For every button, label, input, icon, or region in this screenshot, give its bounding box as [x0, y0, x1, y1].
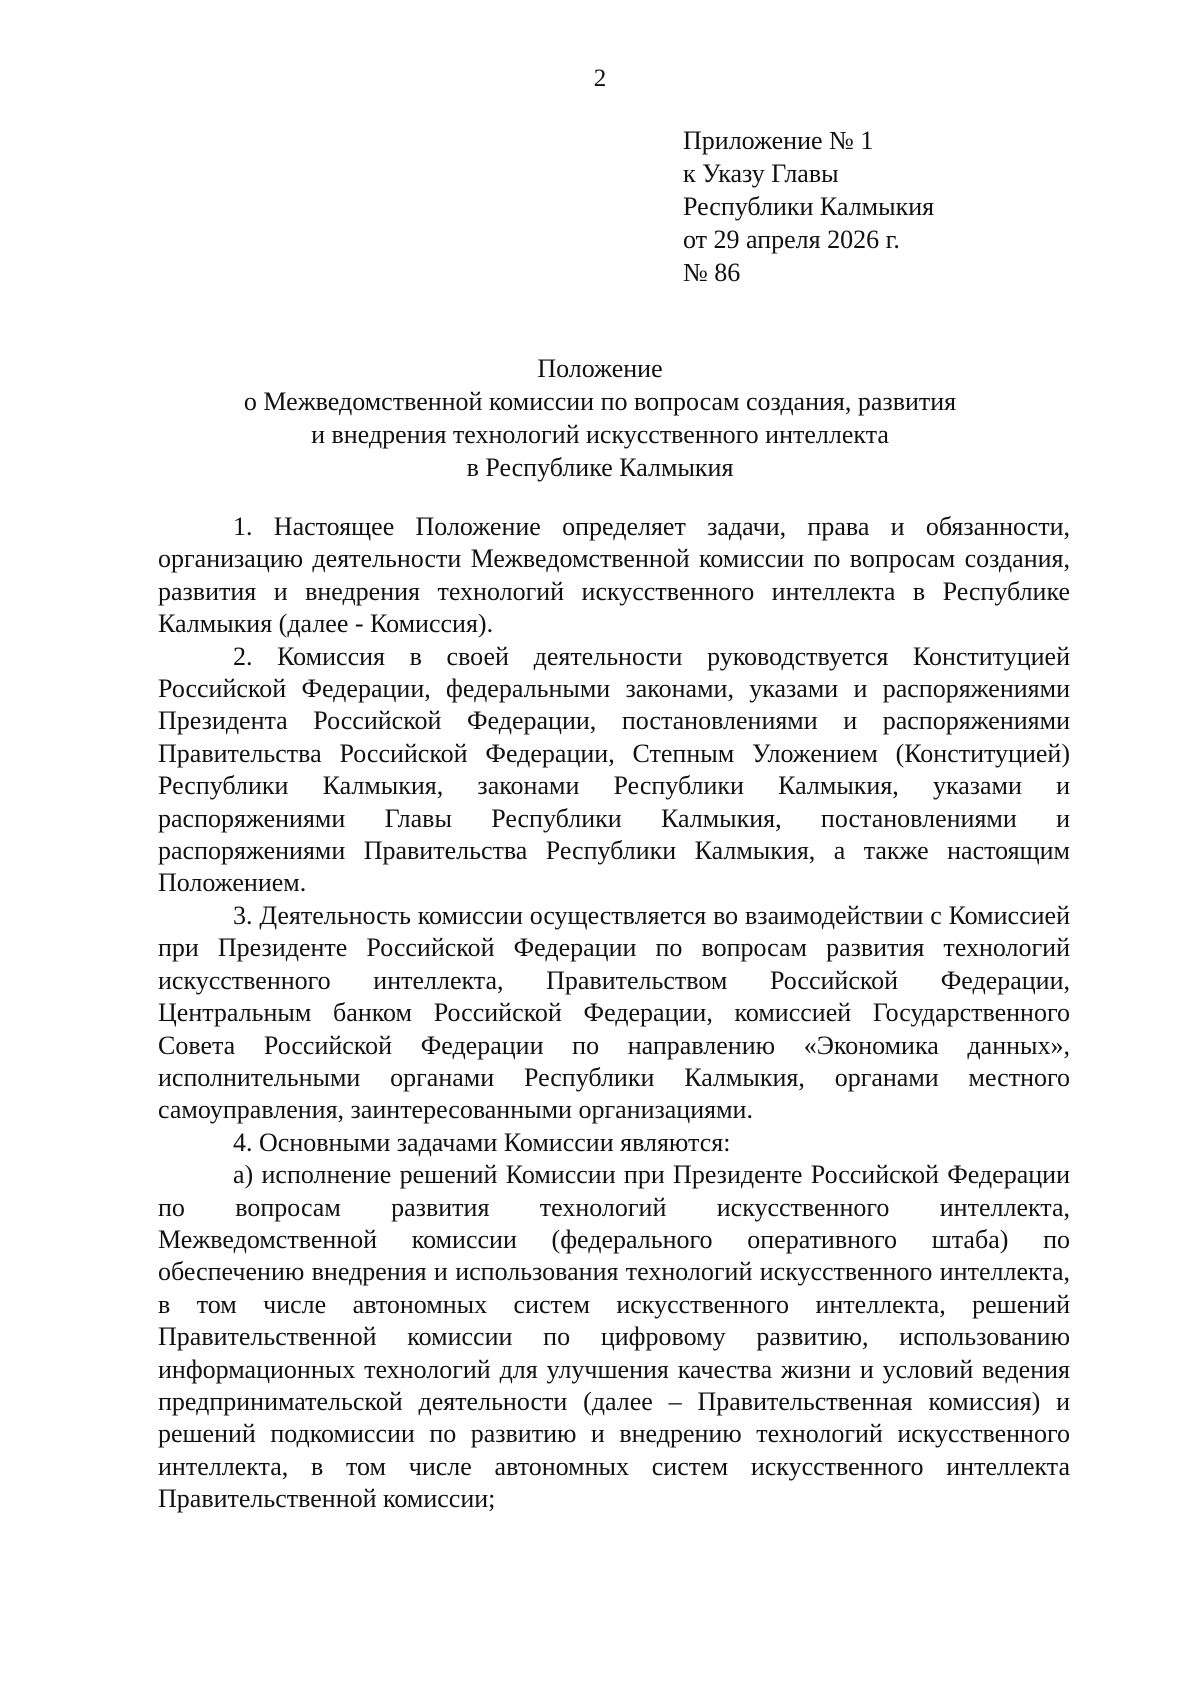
appendix-line: Приложение № 1 [683, 126, 874, 155]
document-subtitle: о Межведомственной комиссии по вопросам создания, развития [243, 387, 957, 416]
paragraph: 1. Настоящее Положение определяет задачи, права и обязанности, организацию деятельности Межведомственной комиссии по вопросам создания, развития и внедрения технологий искусственного интеллекта в Республике Калмыкия (далее - Комиссия). [158, 512, 1070, 639]
appendix-line: от 29 апреля 2026 г. [683, 225, 900, 254]
document-subtitle: в Республике Калмыкия [466, 453, 734, 482]
document-body [158, 511, 1070, 1516]
document-heading [0, 352, 1200, 484]
paragraph: 4. Основными задачами Комиссии являются: [233, 1127, 731, 1157]
document-subtitle: и внедрения технологий искусственного интеллекта [311, 420, 889, 449]
paragraph: а) исполнение решений Комиссии при Президенте Российской Федерации по вопросам развития технологий искусственного интеллекта, Межведомственной комиссии (федерального оперативного штаба) по обеспечению внедрения и использования технологий искусственного интеллекта, в том числе автономных систем искусственного интеллекта, решений Правительственной комиссии по цифровому развитию, использованию информационных технологий для улучшения качества жизни и условий ведения предпринимательской деятельности (далее – Правительственная комиссия) и решений подкомиссии по развитию и внедрению технологий искусственного интеллекта, в том числе автономных систем искусственного интеллекта Правительственной комиссии; [158, 1160, 1070, 1514]
document-title: Положение [537, 354, 663, 383]
page-number: 2 [593, 65, 607, 92]
paragraph: 2. Комиссия в своей деятельности руководствуется Конституцией Российской Федерации, федеральными законами, указами и распоряжениями Президента Российской Федерации, постановлениями и распоряжениями Правительства Российской Федерации, Степным Уложением (Конституцией) Республики Калмыкия, законами Республики Калмыкия, указами и распоряжениями Главы Республики Калмыкия, постановлениями и распоряжениями Правительства Республики Калмыкия, а также настоящим Положением. [158, 641, 1070, 898]
appendix-block [683, 124, 934, 289]
appendix-line: Республики Калмыкия [683, 192, 935, 221]
appendix-line: к Указу Главы [683, 159, 839, 188]
appendix-line: № 86 [683, 258, 741, 287]
paragraph: 3. Деятельность комиссии осуществляется во взаимодействии с Комиссией при Президенте Российской Федерации по вопросам развития технологий искусственного интеллекта, Правительством Российской Федерации, Центральным банком Российской Федерации, комиссией Государственного Совета Российской Федерации по направлению «Экономика данных», исполнительными органами Республики Калмыкия, органами местного самоуправления, заинтересованными организациями. [158, 900, 1070, 1125]
